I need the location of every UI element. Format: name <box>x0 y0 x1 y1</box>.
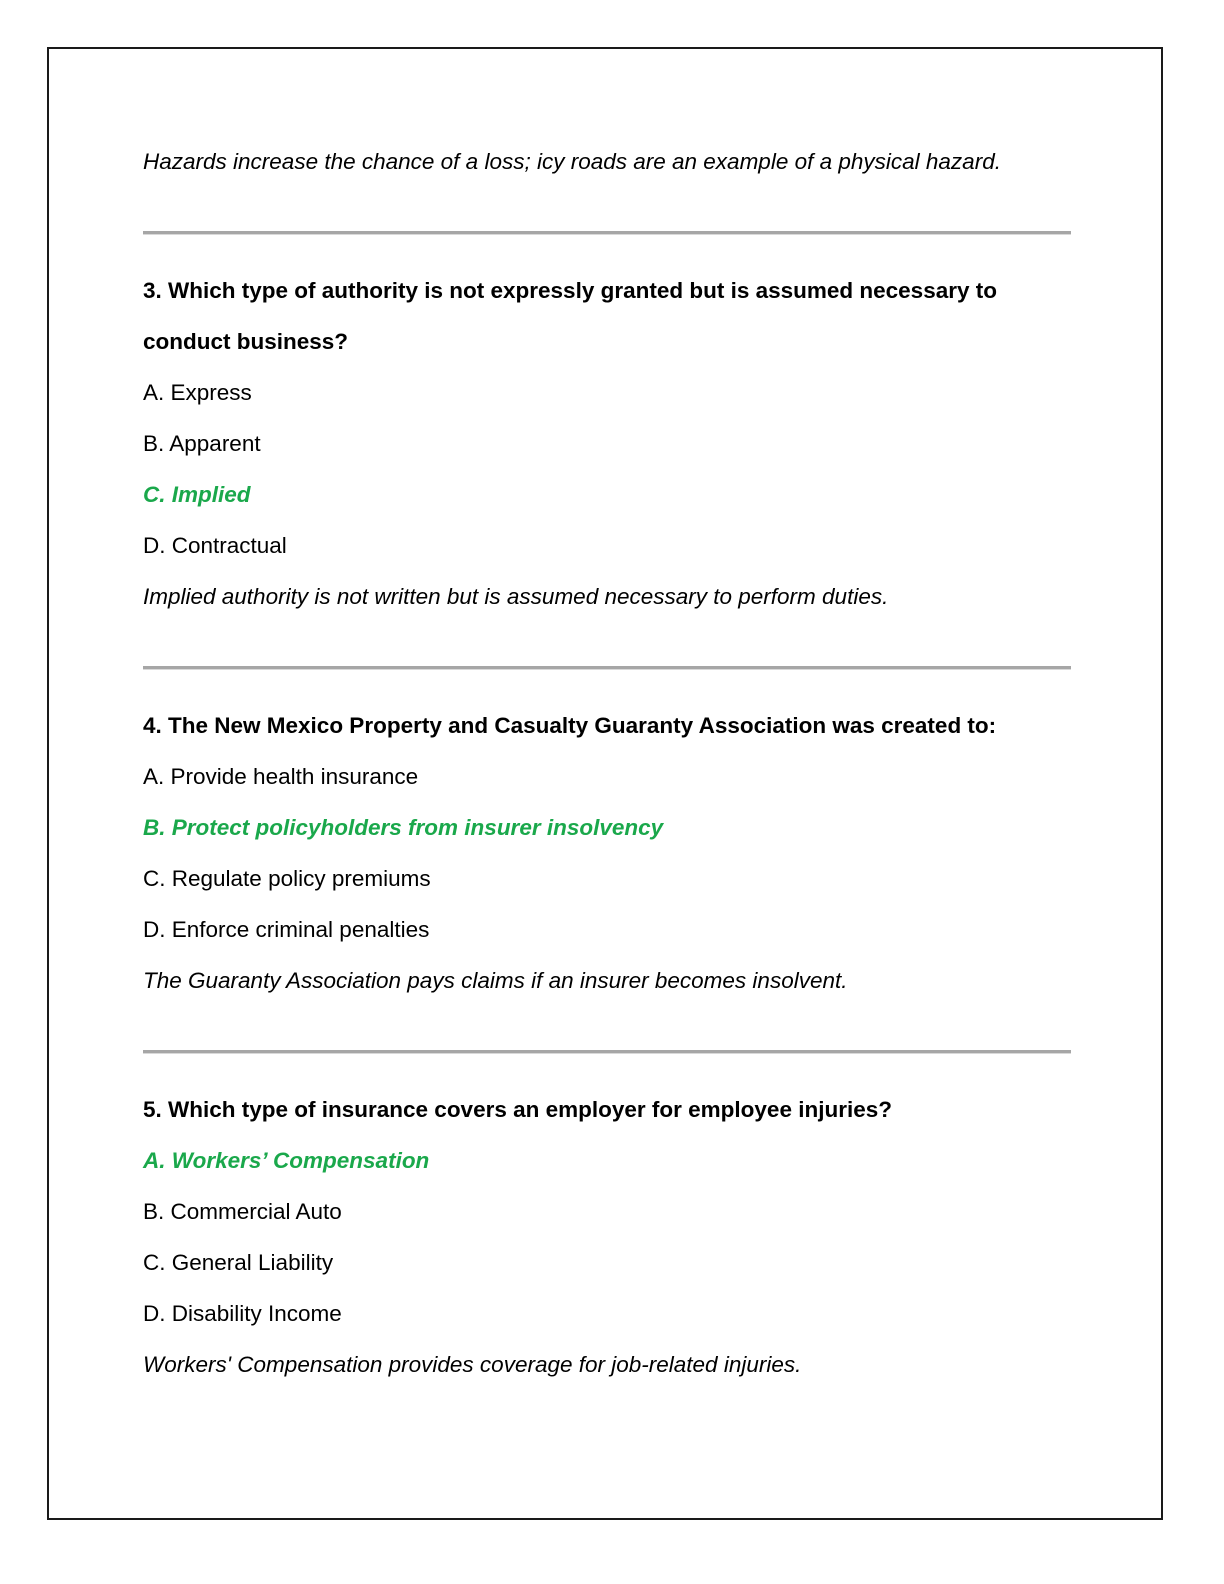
answer-option: C. General Liability <box>143 1250 334 1275</box>
answer-option: D. Contractual <box>143 533 287 558</box>
answer-option: D. Disability Income <box>143 1301 342 1326</box>
question-text: 4. The New Mexico Property and Casualty Guaranty Association was created to: <box>143 713 997 738</box>
explanation-text: Implied authority is not written but is assumed necessary to perform duties. <box>143 584 889 609</box>
answer-option: C. Regulate policy premiums <box>143 866 431 891</box>
explanation-text: Hazards increase the chance of a loss; icy roads are an example of a physical hazard. <box>143 149 1001 174</box>
document-content <box>143 136 1073 1390</box>
answer-option: B. Commercial Auto <box>143 1199 342 1224</box>
question-block <box>143 1084 1073 1390</box>
question-block <box>143 700 1073 1006</box>
correct-answer-option: B. Protect policyholders from insurer insolvency <box>143 815 664 840</box>
question-text: 3. Which type of authority is not expressly granted but is assumed necessary to conduct business? <box>143 278 997 354</box>
question-block <box>143 265 1073 622</box>
question-text: 5. Which type of insurance covers an employer for employee injuries? <box>143 1097 892 1122</box>
answer-option: B. Apparent <box>143 431 261 456</box>
correct-answer-option: C. Implied <box>143 482 251 507</box>
answer-option: A. Express <box>143 380 252 405</box>
explanation-text: Workers' Compensation provides coverage for job-related injuries. <box>143 1352 802 1377</box>
correct-answer-option: A. Workers’ Compensation <box>143 1148 430 1173</box>
answer-option: A. Provide health insurance <box>143 764 419 789</box>
answer-option: D. Enforce criminal penalties <box>143 917 430 942</box>
explanation-text: The Guaranty Association pays claims if an insurer becomes insolvent. <box>143 968 848 993</box>
